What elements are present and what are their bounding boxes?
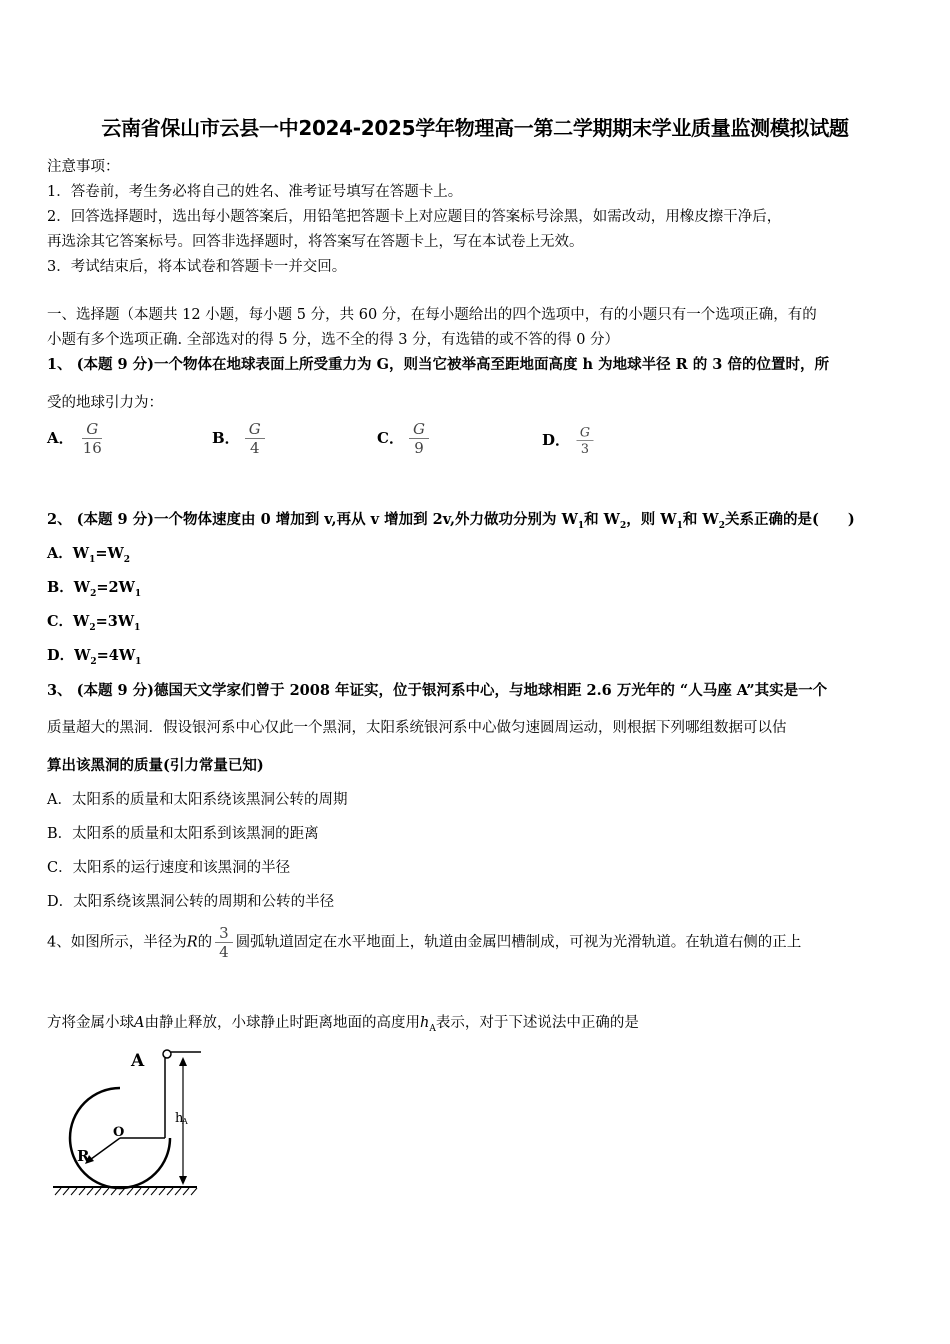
- radius-arrow: [87, 1138, 120, 1162]
- q3-stem-line3: 算出该黑洞的质量(引力常量已知): [47, 757, 264, 774]
- ball-symbol: A: [134, 1015, 145, 1031]
- label-h: h: [175, 1111, 184, 1126]
- fraction: [245, 420, 265, 457]
- track-diagram: [45, 1040, 215, 1205]
- q2-stem-a: 2、 (本题 9 分)一个物体速度由 0 增加到 v,再从 v 增加到 2v,外力做功分别为 W: [47, 511, 578, 528]
- equation: =4W: [96, 647, 136, 664]
- denominator: 4: [219, 943, 229, 961]
- subscript: 1: [676, 520, 683, 531]
- subscript: 2: [123, 554, 131, 565]
- q1-stem-line1: 1、 (本题 9 分)一个物体在地球表面上所受重力为 G，则当它被举高至距地面高度 h 为地球半径 R 的 3 倍的位置时，所: [47, 356, 829, 373]
- equation: =2W: [96, 579, 135, 596]
- q2-option-b: [47, 576, 141, 599]
- q3-option-b: B．太阳系的质量和太阳系到该黑洞的距离: [47, 826, 319, 842]
- fraction: [409, 420, 429, 457]
- q4-text-f: 表示，对于下述说法中正确的是: [435, 1015, 639, 1031]
- q2-stem-b: 和 W: [584, 511, 620, 528]
- option-label: A．: [47, 429, 74, 447]
- radius-symbol: R: [186, 934, 198, 951]
- q2-stem-e: 关系正确的是( ): [724, 511, 855, 528]
- q4-text-a: 4、如图所示，半径为: [47, 934, 187, 951]
- page-title: 云南省保山市云县一中2024-2025学年物理高一第二学期期末学业质量监测模拟试题: [101, 116, 849, 140]
- q3-option-a: A．太阳系的质量和太阳系绕该黑洞公转的周期: [47, 792, 348, 808]
- subscript: 2: [90, 656, 97, 667]
- option-label: D．: [542, 431, 571, 449]
- section-header-line2: 小题有多个选项正确. 全部选对的得 5 分，选不全的得 3 分，有选错的或不答的得 0 分）: [47, 332, 620, 348]
- q4-text-c: 圆弧轨道固定在水平地面上，轨道由金属凹槽制成，可视为光滑轨道。在轨道右侧的正上: [235, 934, 802, 951]
- ground-hatching: [55, 1188, 197, 1195]
- subscript: 2: [90, 588, 97, 599]
- subscript: 2: [89, 622, 96, 633]
- q3-stem-line1: 3、 (本题 9 分)德国天文学家们曾于 2008 年证实，位于银河系中心，与地球相距 2.6 万光年的 “人马座 A”其实是一个: [47, 682, 828, 699]
- w-symbol: W: [74, 647, 91, 664]
- notice-heading: 注意事项：: [47, 159, 120, 175]
- q3-option-c: C．太阳系的运行速度和该黑洞的半径: [47, 860, 291, 876]
- denominator: 4: [250, 439, 260, 457]
- subscript: A: [429, 1023, 436, 1034]
- subscript: 1: [89, 554, 96, 565]
- w-symbol: W: [73, 613, 90, 630]
- q2-option-c: [47, 610, 140, 633]
- q1-stem-line2: 受的地球引力为：: [47, 395, 163, 411]
- subscript: 2: [619, 520, 627, 531]
- q4-text-b: 的: [197, 934, 213, 951]
- q2-option-d: [47, 644, 141, 667]
- q4-text-e: 由静止释放，小球静止时距离地面的高度用: [144, 1015, 420, 1031]
- ball: [163, 1050, 171, 1058]
- numerator: 3: [215, 924, 233, 943]
- label-h-sub: A: [182, 1117, 188, 1126]
- label-o: O: [113, 1125, 125, 1140]
- notice-item-3: 3．考试结束后，将本试卷和答题卡一并交回。: [47, 259, 347, 275]
- denominator: 9: [414, 439, 424, 457]
- label-a: A: [131, 1051, 145, 1071]
- option-label: B．: [212, 429, 240, 447]
- w-symbol: W: [72, 545, 90, 562]
- arrow-head-up: [179, 1057, 187, 1066]
- notice-item-2: 2．回答选择题时，选出每小题答案后，用铅笔把答题卡上对应题目的答案标号涂黑，如需改动，用橡皮擦干净后，: [47, 209, 782, 225]
- q1-option-a: [47, 420, 106, 457]
- numerator: G: [577, 425, 594, 441]
- q1-option-b: [212, 420, 265, 457]
- subscript: 1: [135, 656, 142, 667]
- q3-stem-line2: 质量超大的黑洞．假设银河系中心仅此一个黑洞，太阳系统银河系中心做匀速圆周运动，则根据下列哪组数据可以估: [47, 720, 787, 736]
- subscript: 2: [718, 520, 725, 531]
- q1-option-d: [542, 422, 595, 459]
- denominator: 16: [82, 439, 102, 457]
- q1-option-c: [377, 420, 429, 457]
- option-label: C．: [47, 613, 74, 630]
- w-symbol: W: [73, 579, 91, 596]
- q2-stem: [47, 508, 855, 531]
- arrow-head-down: [179, 1176, 187, 1185]
- option-label: B．: [47, 579, 74, 596]
- option-label: A．: [47, 545, 73, 562]
- q3-option-d: D．太阳系绕该黑洞公转的周期和公转的半径: [47, 894, 335, 910]
- denominator: 3: [581, 440, 590, 457]
- equation: =3W: [95, 613, 135, 630]
- numerator: G: [409, 420, 429, 439]
- q4-stem-line2: [47, 1011, 639, 1034]
- section-header-line1: 一、选择题（本题共 12 小题，每小题 5 分，共 60 分，在每小题给出的四个选项中，有的小题只有一个选项正确，有的: [47, 307, 817, 323]
- height-symbol: h: [419, 1015, 430, 1031]
- fraction: [79, 420, 106, 457]
- q2-option-a: [47, 542, 130, 565]
- notice-item-1: 1．答卷前，考生务必将自己的姓名、准考证号填写在答题卡上。: [47, 184, 463, 200]
- subscript: 1: [134, 622, 141, 633]
- equation: =W: [95, 545, 124, 562]
- q2-stem-d: 和 W: [682, 511, 719, 528]
- q4-text-d: 方将金属小球: [47, 1015, 134, 1031]
- fraction: [577, 425, 594, 456]
- numerator: G: [82, 420, 102, 439]
- subscript: 1: [134, 588, 142, 599]
- three-quarter-fraction: [215, 924, 233, 961]
- label-r: R: [77, 1147, 90, 1165]
- option-label: C．: [377, 429, 404, 447]
- q4-stem-line1: [47, 924, 801, 961]
- notice-item-2-cont: 再选涂其它答案标号。回答非选择题时，将答案写在答题卡上，写在本试卷上无效。: [47, 234, 584, 250]
- q2-stem-c: ，则 W: [626, 511, 677, 528]
- numerator: G: [245, 420, 265, 439]
- option-label: D．: [47, 647, 75, 664]
- subscript: 1: [577, 520, 585, 531]
